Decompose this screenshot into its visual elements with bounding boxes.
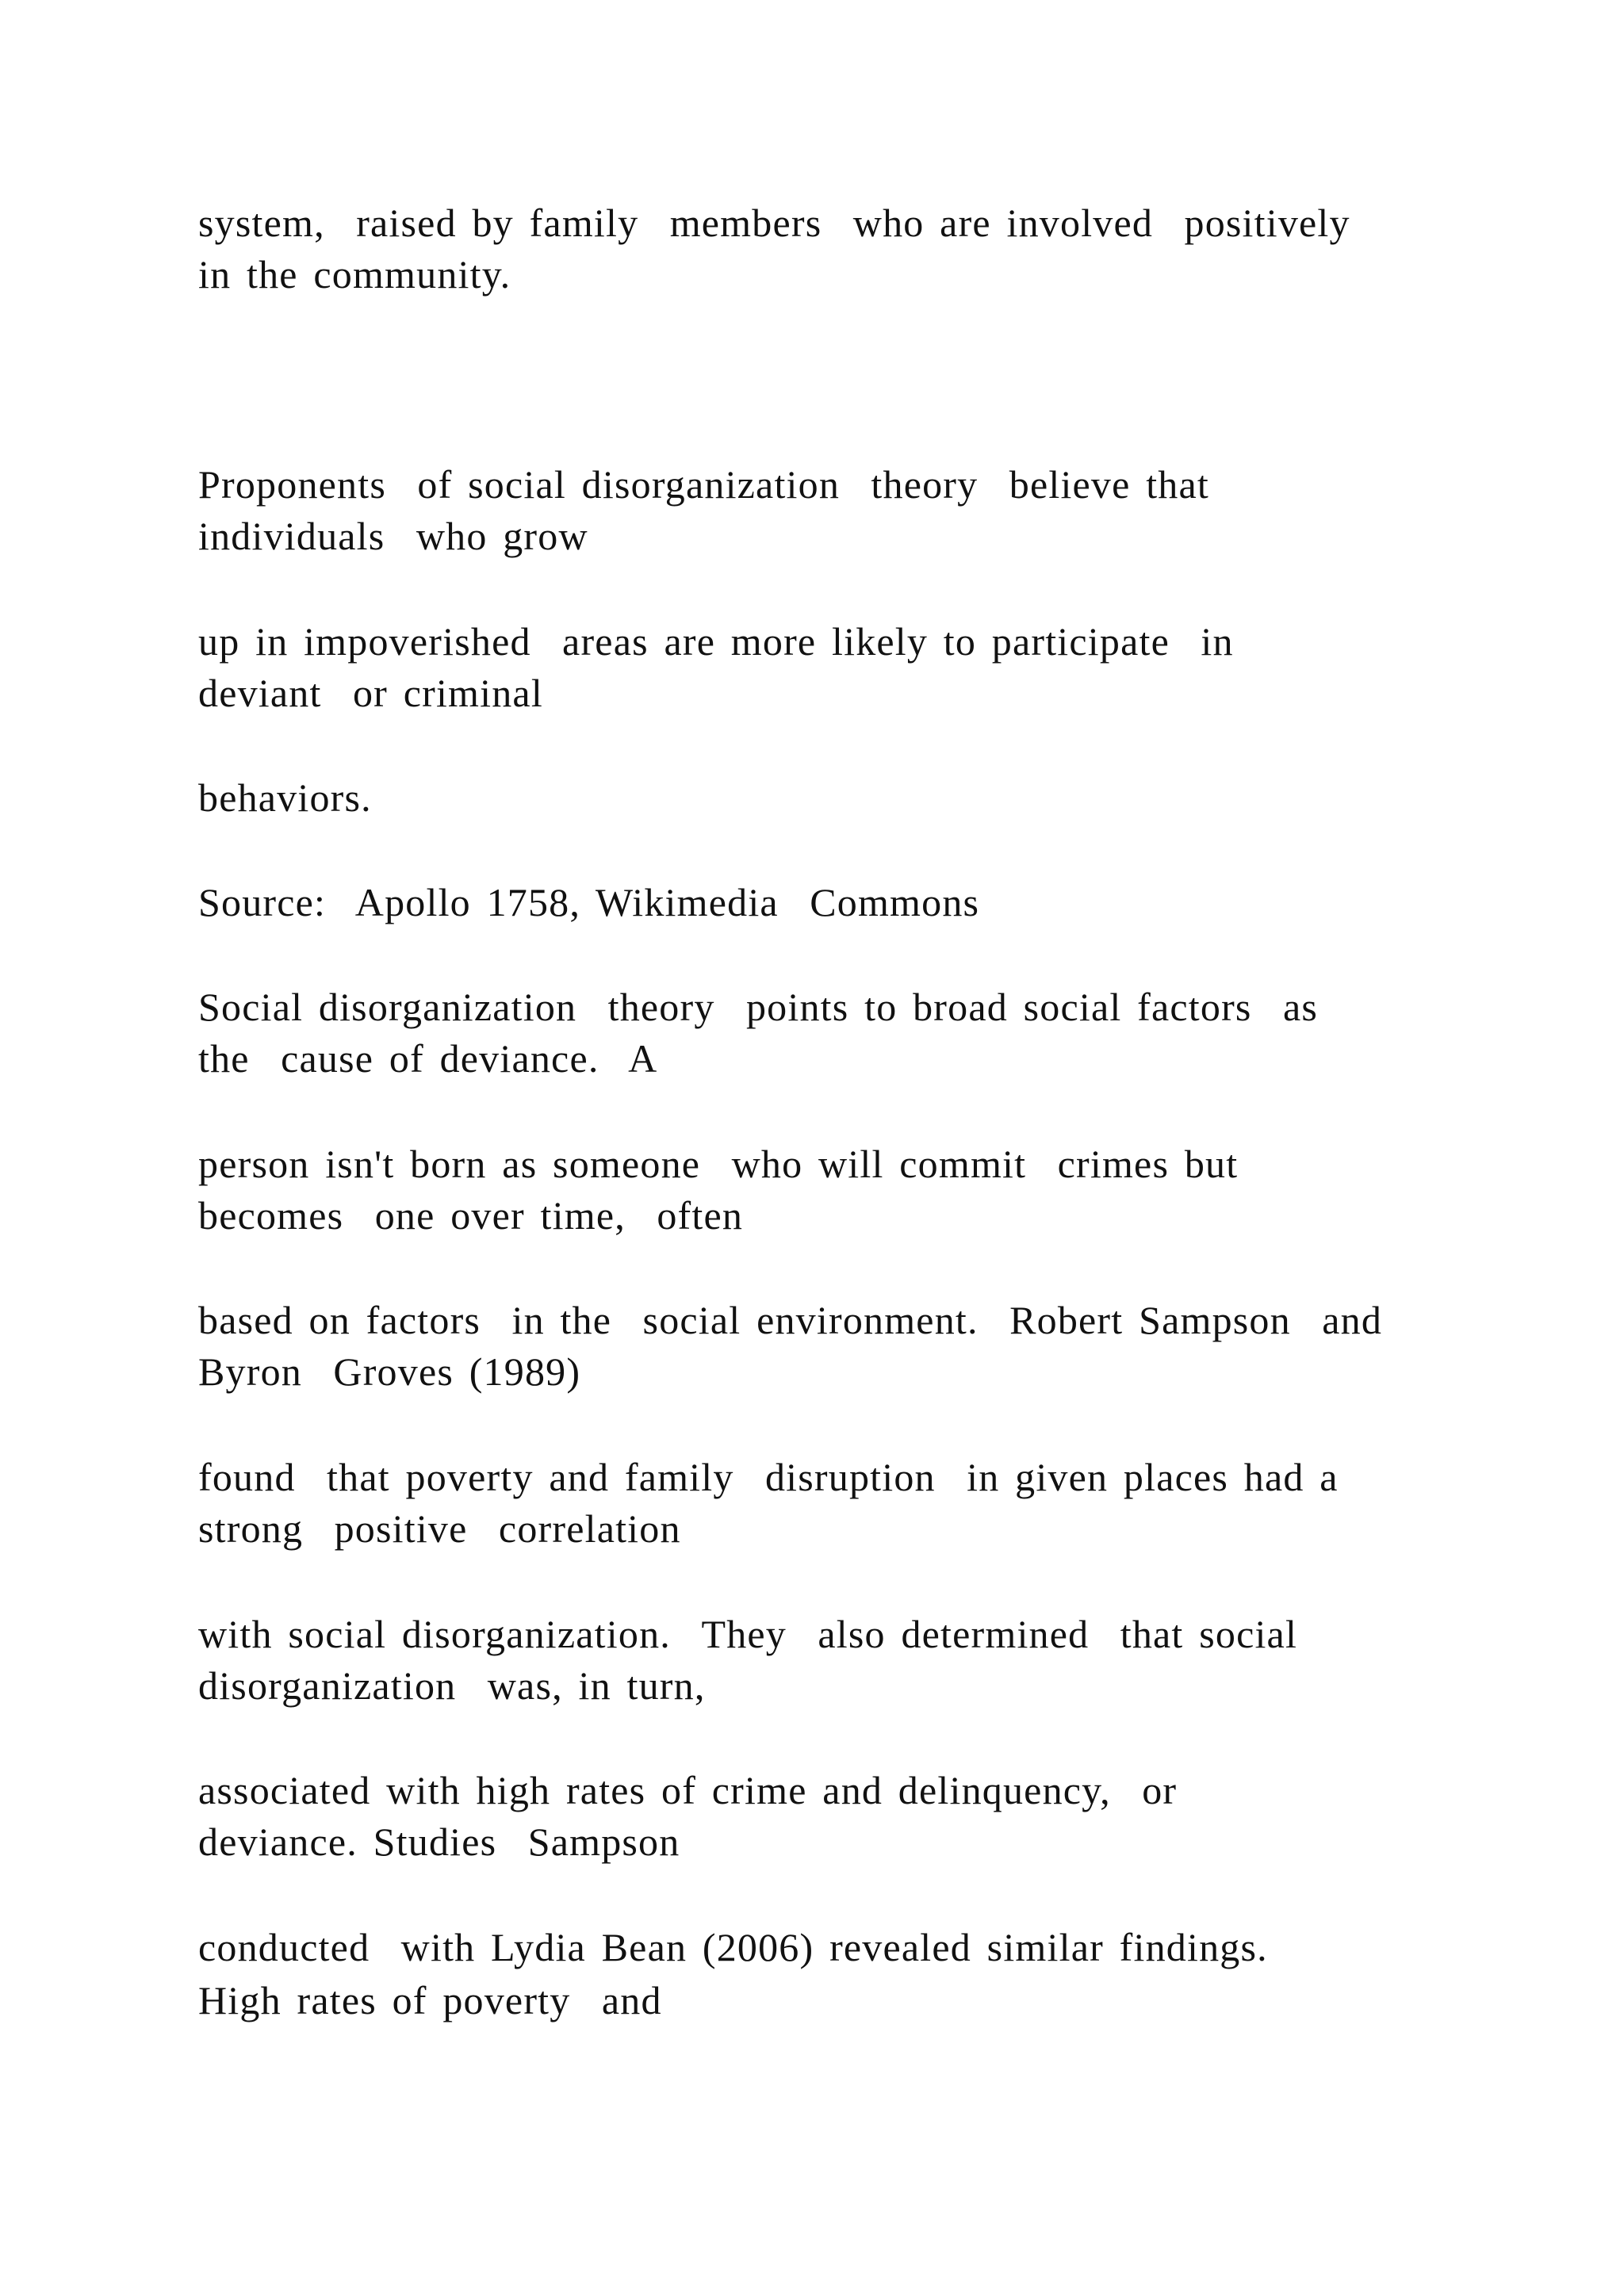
text-line: becomes one over time, often	[198, 1193, 744, 1238]
text-line: in the community.	[198, 252, 511, 297]
source-credit: Source: Apollo 1758, Wikimedia Commons	[198, 880, 980, 924]
text-line: deviant or criminal	[198, 671, 543, 715]
text-line: disorganization was, in turn,	[198, 1663, 706, 1708]
text-line: person isn't born as someone who will commit crimes but	[198, 1142, 1239, 1186]
text-line: deviance. Studies Sampson	[198, 1820, 680, 1864]
text-line: conducted with Lydia Bean (2006) revealed similar findings.	[198, 1925, 1268, 1969]
text-line: up in impoverished areas are more likely to participate in	[198, 619, 1234, 664]
text-line: High rates of poverty and	[198, 1978, 662, 2022]
text-line: found that poverty and family disruption in given places had a	[198, 1455, 1339, 1499]
text-line: system, raised by family members who are involved positively	[198, 201, 1350, 245]
text-line: individuals who grow	[198, 514, 588, 558]
text-line: the cause of deviance. A	[198, 1036, 658, 1081]
text-line: strong positive correlation	[198, 1506, 681, 1551]
text-line: behaviors.	[198, 775, 372, 820]
text-line: Proponents of social disorganization theory believe that	[198, 462, 1209, 507]
text-line: Social disorganization theory points to broad social factors as	[198, 985, 1319, 1029]
text-line: Byron Groves (1989)	[198, 1349, 581, 1394]
text-line: based on factors in the social environment. Robert Sampson and	[198, 1298, 1383, 1342]
text-line: associated with high rates of crime and delinquency, or	[198, 1768, 1178, 1812]
text-line: with social disorganization. They also determined that social	[198, 1612, 1298, 1656]
